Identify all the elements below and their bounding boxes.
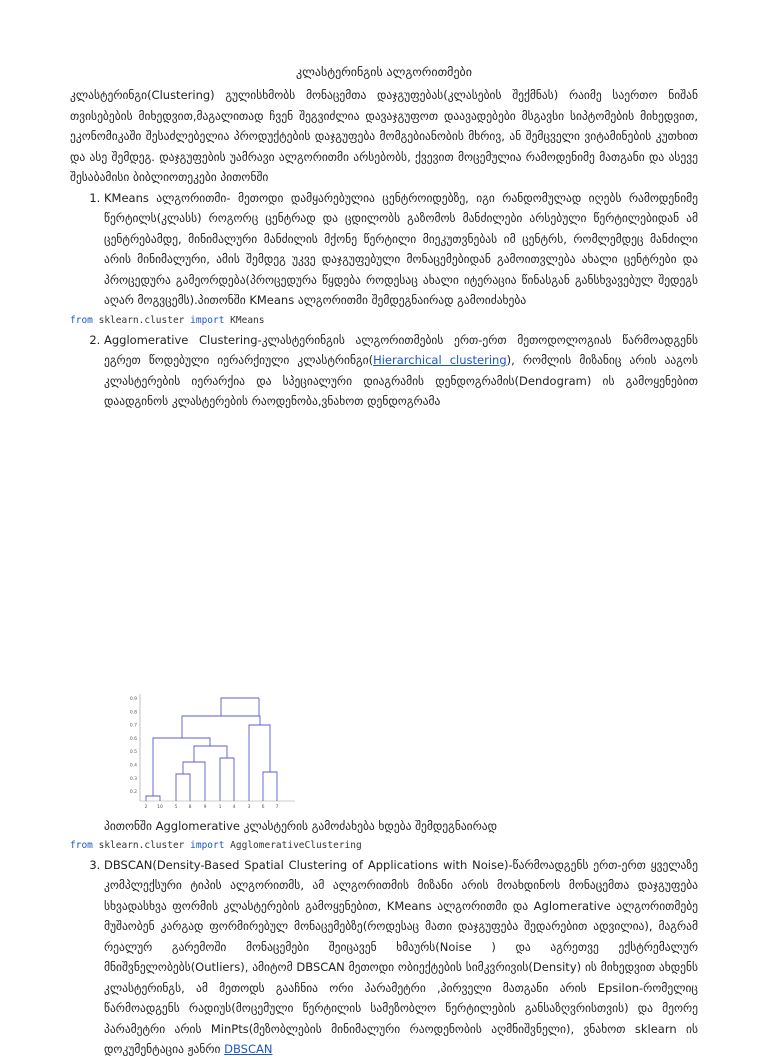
x-tick-label: 7 — [275, 804, 279, 810]
y-tick-label: 0.9 — [129, 696, 137, 702]
y-tick-label: 0.6 — [129, 736, 137, 742]
dbscan-text: DBSCAN(Density-Based Spatial Clustering of Applications with Noise)-წარმოადგენს ერთ-ერთ ყველაზე კომპლექსური ტიპის ალგორითმს, ამ ალგორითმის მიზანი არის მოახდინოს მონაცემთა დაჯგუფება სხვადასხვა ფორმის კლასტერების გამოყენებით, KMeans ალგორითმი და Aglomerative ალგორითმებე მუშაობენ კარგად ფორმირებულ მონაცემებზე(როდესაც მათი დაჯგუფება შედარებით ადვილია), მაგრამ რეალურ გარემოში მონაცემები შეიცავენ ხმაურს(Noise ) და აგრეთვე ექსტრემალურ მნიშვნელობებს(Outliers), ამიტომ DBSCAN მეთოდი ობიექტების სიმკვრივის(Density) ის მიხედვით ახდენს კლასტერინგს, ამ მეთოდს გააჩნია ორი პარამეტრი ,პირველი მათგანი არის Epsilon-რომელიც წარმოადგენს რადიუს(მოცემული წერტილის სამეზობლო წერტილების განსაზღვრისთვის) და მეორე პარამეტრი არის MinPts(მეზობლების მინიმალური რაოდენობის აღმნიშვნელი), ვნახოთ sklearn ის დოკუმენტაცია ჟანრი — [104, 857, 698, 1056]
hierarchical-clustering-link[interactable]: Hierarchical clustering — [373, 353, 507, 367]
list-item-dbscan — [104, 855, 698, 1060]
y-tick-label: 0.5 — [129, 749, 137, 755]
x-tick-label: 10 — [157, 804, 163, 810]
dendrogram-figure — [110, 688, 320, 812]
dbscan-link[interactable]: DBSCAN — [224, 1042, 273, 1056]
code-keyword-from: from — [70, 314, 93, 326]
list-item-kmeans: 1. KMeans ალგორითმი- მეთოდი დამყარებულია ცენტროიდებზე, იგი რანდომულად იღებს რამოდენიმე წერტილს(კლასს) როგორც ცენტრად და ცდილობს გაზომოს მანძილები არსებული წერტილებიდან ამ ცენტრებამდე, მინიმალური მანძილის მქონე წერტილი მიეკუთვნებას იმ ცენტრს, რომლემდეც მანძილი არის მინიმალური, ამის შემდეგ უკვე დაჯგუფებული მონაცემებიდან გამოითვლება ახალი ცენტრები და პროცედურა გამეორდება(პროცედურა წყდება როდესაც ახალი იტერაცია წინასგან განსხვავებულ შედეგს აღარ მოგვცემს).პითონში KMeans ალგორითმი შემდეგნაირად გამოიძახება — [104, 188, 698, 311]
code-keyword-from-2: from — [70, 839, 93, 851]
dendrogram-svg — [110, 688, 320, 812]
dendrogram-y-ticks — [130, 696, 137, 795]
link-2-10 — [146, 796, 160, 801]
x-tick-label: 3 — [247, 804, 251, 810]
x-tick-label: 5 — [174, 804, 178, 810]
link-589-14 — [194, 746, 227, 762]
y-tick-label: 0.3 — [129, 776, 137, 782]
code-keyword-import: import — [190, 314, 225, 326]
code-class-name: KMeans — [224, 314, 265, 326]
figure-caption: პითონში Agglomerative კლასტერის გამოძახება ხდება შემდეგნაირად — [104, 818, 498, 833]
link-210-rest — [153, 738, 210, 796]
code-import-kmeans — [70, 314, 698, 328]
intro-paragraph: კლასტერინგი(Clustering) გულისხმობს მონაცემთა დაჯგუფებას(კლასების შექმნას) რაიმე საერთო ნიშან თვისებების მიხედვით,მაგალითად ჩვენ შეგვიძლია დავაჯგუფოთ დაავადებები მსგავსი სიპტომების მიხედვით, ეკონომიკაში შესაძლებელია პროდუქტების დაჯგუფება მომგებიანობის მხრივ, ან შემცველი ვიტამინების კუთხით და ასე შემდეგ. დაჯგუფების უამრავი ალგორითმი არსებობს, ქვევით მოცემულია რამოდენიმე მათგანი და ასევე შესაბამისი ბიბლიოთეკები პითონში — [70, 88, 698, 184]
link-left-right — [182, 716, 260, 738]
y-tick-label: 0.7 — [129, 723, 137, 729]
code-module-2: sklearn.cluster — [92, 839, 191, 851]
agglomerative-text-after: ), რომლის მიზანიც არის ააგოს კლასტერების იერარქია და სპეციალური დიაგრამის დენდოგრამის(Dendogram) ის გამოყენებით დაადგინოს კლასტერების რაოდენობა,ვნახოთ დენდოგრამა — [104, 353, 698, 408]
x-tick-label: 1 — [218, 804, 222, 810]
code-class-name-2: AgglomerativeClustering — [224, 839, 362, 851]
document-page — [70, 62, 698, 1060]
algorithm-list — [70, 188, 698, 311]
y-tick-label: 0.8 — [129, 709, 137, 715]
x-tick-label: 2 — [144, 804, 148, 810]
link-root — [221, 698, 259, 716]
link-3-67 — [249, 725, 270, 801]
dendrogram-x-ticks — [145, 804, 279, 810]
algorithm-list-2 — [70, 330, 698, 412]
link-58-9 — [183, 762, 205, 801]
x-tick-label: 4 — [232, 804, 236, 810]
list-item-agglomerative — [104, 330, 698, 412]
dendrogram-links — [146, 698, 277, 801]
x-tick-label: 6 — [261, 804, 265, 810]
x-tick-label: 9 — [203, 804, 207, 810]
code-keyword-import-2: import — [190, 839, 225, 851]
y-tick-label: 0.2 — [129, 789, 137, 795]
x-tick-label: 8 — [188, 804, 192, 810]
code-import-agglomerative — [70, 839, 698, 853]
link-1-4 — [220, 758, 234, 801]
agglomerative-text-before: Agglomerative Clustering-კლასტერინგის ალგორითმების ერთ-ერთ მეთოდოლოგიას წარმოადგენს ეგრეთ წოდებული იერარქიული კლასტრინგი( — [104, 332, 698, 367]
algorithm-list-3 — [70, 855, 698, 1060]
y-tick-label: 0.4 — [129, 763, 137, 768]
code-module: sklearn.cluster — [92, 314, 191, 326]
link-5-8 — [176, 774, 190, 801]
page-title: კლასტერინგის ალგორითმები — [296, 65, 472, 79]
link-6-7 — [263, 772, 277, 801]
